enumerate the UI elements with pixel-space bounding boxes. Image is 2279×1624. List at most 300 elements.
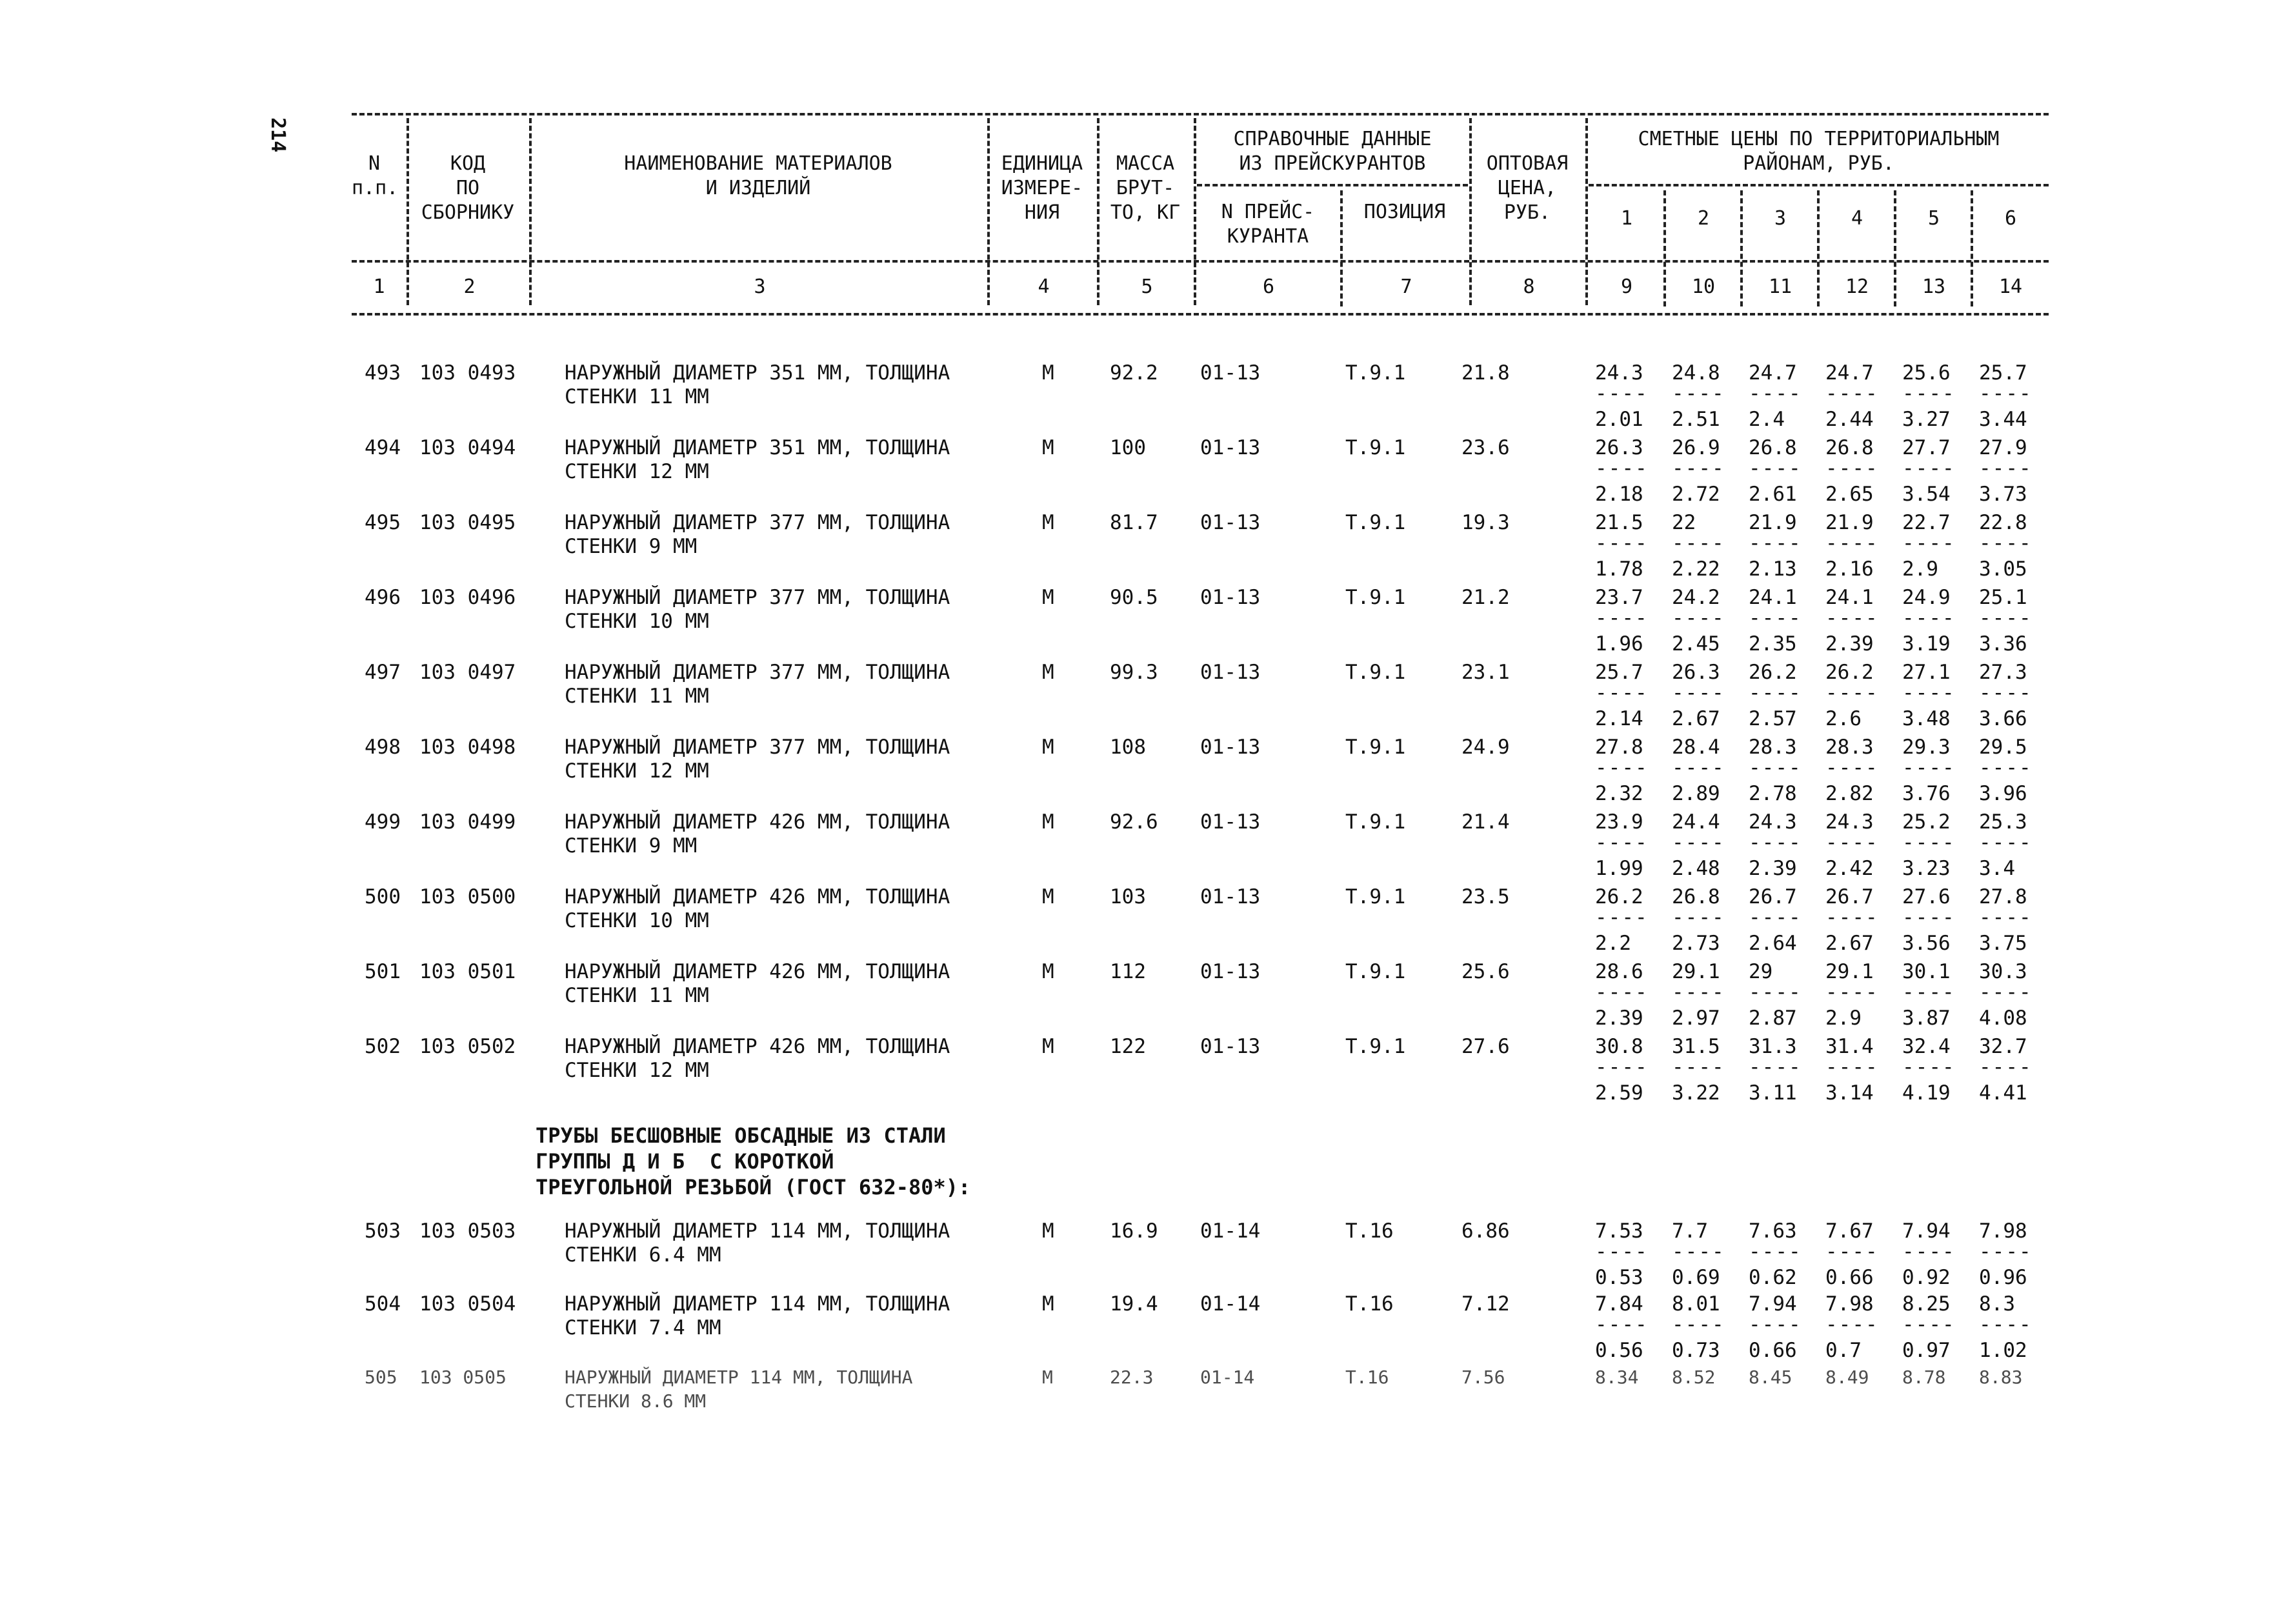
region-price: 28.3: [1749, 736, 1797, 759]
region-price-labor: 2.39: [1825, 632, 1874, 656]
region-price-labor: 2.73: [1672, 932, 1720, 955]
row-wholesale-price: 21.2: [1461, 586, 1510, 609]
row-wholesale-price: 25.6: [1461, 960, 1510, 983]
table-row: [352, 736, 2049, 810]
table-row: [352, 1365, 2049, 1440]
row-position: Т.9.1: [1345, 736, 1406, 759]
region-price: 7.67: [1825, 1219, 1874, 1243]
row-position: Т.9.1: [1345, 1035, 1406, 1058]
fraction-line: ----: [1825, 1056, 1879, 1079]
row-name-continued: СТЕНКИ 11 ММ: [565, 984, 709, 1007]
fraction-line: ----: [1672, 1313, 1725, 1336]
row-number: 495: [365, 511, 401, 534]
fraction-line: ----: [1595, 906, 1649, 929]
fraction-line: ----: [1825, 1240, 1879, 1263]
row-name-continued: СТЕНКИ 9 ММ: [565, 834, 698, 857]
row-number: 501: [365, 960, 401, 983]
region-price: 7.63: [1749, 1219, 1797, 1243]
fraction-line: ----: [1902, 606, 1956, 630]
fraction-line: ----: [1979, 831, 2033, 854]
header-ref-pricelist: N ПРЕЙС- КУРАНТА: [1221, 201, 1315, 248]
region-price-labor: 0.7: [1825, 1339, 1862, 1362]
column-number: 9: [1620, 276, 1633, 298]
region-price-labor: 3.22: [1672, 1081, 1720, 1105]
fraction-line: ----: [1825, 681, 1879, 705]
fraction-line: ----: [1672, 532, 1725, 555]
fraction-line: ----: [1672, 756, 1725, 779]
row-unit: М: [1042, 1292, 1054, 1316]
column-number: 4: [1038, 276, 1050, 298]
region-price: 24.9: [1902, 586, 1951, 609]
region-price: 7.94: [1902, 1219, 1951, 1243]
region-price-labor: 2.4: [1749, 408, 1785, 431]
region-price: 24.3: [1749, 810, 1797, 834]
row-name: НАРУЖНЫЙ ДИАМЕТР 377 ММ, ТОЛЩИНА: [565, 511, 950, 534]
section-title: ТРУБЫ БЕСШОВНЫЕ ОБСАДНЫЕ ИЗ СТАЛИ ГРУППЫ Д И Б С КОРОТКОЙ ТРЕУГОЛЬНОЙ РЕЗЬБОЙ (ГОСТ 632-80*):: [536, 1123, 971, 1199]
fraction-line: ----: [1979, 457, 2033, 480]
region-price: 26.9: [1672, 436, 1720, 459]
column-number: 11: [1768, 276, 1792, 298]
row-unit: М: [1042, 361, 1054, 385]
region-price: 27.9: [1979, 436, 2027, 459]
region-price: 25.3: [1979, 810, 2027, 834]
region-price: 24.3: [1595, 361, 1643, 385]
header-divider: [1469, 118, 1472, 305]
header-unit: ЕДИНИЦА ИЗМЕРЕ- НИЯ: [1001, 152, 1083, 224]
header-code: КОД ПО СБОРНИКУ: [421, 152, 515, 224]
region-price-labor: 2.9: [1902, 557, 1938, 581]
region-price: 26.7: [1749, 885, 1797, 908]
fraction-line: ----: [1749, 756, 1802, 779]
header-ref-position: ПОЗИЦИЯ: [1363, 201, 1446, 223]
region-price-labor: 3.56: [1902, 932, 1951, 955]
row-code: 103 0495: [419, 511, 516, 534]
region-price: 26.8: [1749, 436, 1797, 459]
row-code: 103 0505: [419, 1367, 507, 1388]
row-name-continued: СТЕНКИ 7.4 ММ: [565, 1316, 721, 1339]
fraction-line: ----: [1672, 606, 1725, 630]
row-wholesale-price: 7.56: [1461, 1367, 1505, 1388]
region-price: 25.7: [1979, 361, 2027, 385]
row-position: Т.9.1: [1345, 885, 1406, 908]
row-mass: 112: [1110, 960, 1146, 983]
region-price: 31.4: [1825, 1035, 1874, 1058]
fraction-line: ----: [1979, 1056, 2033, 1079]
row-unit: М: [1042, 1035, 1054, 1058]
row-unit: М: [1042, 960, 1054, 983]
region-price: 7.98: [1979, 1219, 2027, 1243]
row-pricelist: 01-13: [1200, 586, 1261, 609]
fraction-line: ----: [1672, 831, 1725, 854]
region-price: 27.8: [1595, 736, 1643, 759]
region-price: 26.2: [1825, 661, 1874, 684]
header-subdivider: [1589, 184, 2049, 186]
fraction-line: ----: [1825, 1313, 1879, 1336]
row-code: 103 0504: [419, 1292, 516, 1316]
region-price-labor: 3.96: [1979, 782, 2027, 805]
region-price: 30.1: [1902, 960, 1951, 983]
fraction-line: ----: [1979, 1240, 2033, 1263]
row-name-continued: СТЕНКИ 11 ММ: [565, 385, 709, 408]
table-row: [352, 586, 2049, 661]
region-price: 32.4: [1902, 1035, 1951, 1058]
region-price-labor: 2.89: [1672, 782, 1720, 805]
region-number: 6: [2004, 207, 2017, 230]
region-price-labor: 2.39: [1749, 857, 1797, 880]
region-price: 8.78: [1902, 1367, 1946, 1388]
column-number: 3: [754, 276, 766, 298]
region-price-labor: 2.57: [1749, 707, 1797, 730]
row-position: Т.9.1: [1345, 586, 1406, 609]
fraction-line: ----: [1749, 1240, 1802, 1263]
fraction-line: ----: [1749, 1056, 1802, 1079]
region-price-labor: 0.96: [1979, 1266, 2027, 1289]
fraction-line: ----: [1672, 382, 1725, 405]
region-price-labor: 2.14: [1595, 707, 1643, 730]
fraction-line: ----: [1595, 1313, 1649, 1336]
fraction-line: ----: [1749, 532, 1802, 555]
fraction-line: ----: [1902, 1056, 1956, 1079]
region-price-labor: 2.82: [1825, 782, 1874, 805]
row-mass: 92.2: [1110, 361, 1158, 385]
region-price: 27.7: [1902, 436, 1951, 459]
table-row: [352, 1035, 2049, 1110]
region-price: 7.84: [1595, 1292, 1643, 1316]
region-number: 2: [1697, 207, 1710, 230]
row-wholesale-price: 6.86: [1461, 1219, 1510, 1243]
region-price-labor: 3.48: [1902, 707, 1951, 730]
region-price: 8.3: [1979, 1292, 2015, 1316]
fraction-line: ----: [1595, 606, 1649, 630]
row-wholesale-price: 21.4: [1461, 810, 1510, 834]
row-code: 103 0496: [419, 586, 516, 609]
row-code: 103 0493: [419, 361, 516, 385]
region-price: 29: [1749, 960, 1773, 983]
fraction-line: ----: [1902, 831, 1956, 854]
region-price-labor: 2.67: [1672, 707, 1720, 730]
fraction-line: ----: [1595, 532, 1649, 555]
row-code: 103 0499: [419, 810, 516, 834]
row-name: НАРУЖНЫЙ ДИАМЕТР 377 ММ, ТОЛЩИНА: [565, 586, 950, 609]
row-mass: 103: [1110, 885, 1146, 908]
region-price-labor: 3.14: [1825, 1081, 1874, 1105]
region-price-labor: 2.42: [1825, 857, 1874, 880]
row-mass: 81.7: [1110, 511, 1158, 534]
row-wholesale-price: 23.5: [1461, 885, 1510, 908]
fraction-line: ----: [1749, 681, 1802, 705]
row-wholesale-price: 27.6: [1461, 1035, 1510, 1058]
row-name: НАРУЖНЫЙ ДИАМЕТР 114 ММ, ТОЛЩИНА: [565, 1367, 913, 1388]
region-price-labor: 0.92: [1902, 1266, 1951, 1289]
row-wholesale-price: 23.1: [1461, 661, 1510, 684]
header-bottom-rule: [352, 313, 2049, 316]
region-price: 24.2: [1672, 586, 1720, 609]
column-number: 8: [1523, 276, 1535, 298]
table-row: [352, 661, 2049, 736]
region-price: 26.7: [1825, 885, 1874, 908]
region-price-labor: 2.32: [1595, 782, 1643, 805]
region-price-labor: 1.02: [1979, 1339, 2027, 1362]
region-price: 27.6: [1902, 885, 1951, 908]
row-position: Т.16: [1345, 1219, 1394, 1243]
region-price: 21.9: [1749, 511, 1797, 534]
table-row: [352, 810, 2049, 885]
region-price: 24.1: [1825, 586, 1874, 609]
fraction-line: ----: [1749, 457, 1802, 480]
fraction-line: ----: [1825, 532, 1879, 555]
fraction-line: ----: [1902, 532, 1956, 555]
row-wholesale-price: 21.8: [1461, 361, 1510, 385]
region-price: 31.5: [1672, 1035, 1720, 1058]
row-position: Т.9.1: [1345, 661, 1406, 684]
header-divider: [1340, 190, 1343, 306]
row-code: 103 0498: [419, 736, 516, 759]
row-pricelist: 01-14: [1200, 1219, 1261, 1243]
fraction-line: ----: [1595, 681, 1649, 705]
region-price: 7.94: [1749, 1292, 1797, 1316]
fraction-line: ----: [1902, 681, 1956, 705]
header-subdivider: [1197, 184, 1468, 186]
region-price-labor: 4.19: [1902, 1081, 1951, 1105]
region-price-labor: 3.11: [1749, 1081, 1797, 1105]
region-price-labor: 2.13: [1749, 557, 1797, 581]
row-mass: 19.4: [1110, 1292, 1158, 1316]
row-mass: 99.3: [1110, 661, 1158, 684]
region-price: 24.7: [1825, 361, 1874, 385]
region-price-labor: 1.96: [1595, 632, 1643, 656]
row-unit: М: [1042, 661, 1054, 684]
region-price: 32.7: [1979, 1035, 2027, 1058]
column-number: 2: [463, 276, 476, 298]
column-number: 14: [1998, 276, 2023, 298]
region-price-labor: 3.87: [1902, 1007, 1951, 1030]
region-price-labor: 2.16: [1825, 557, 1874, 581]
region-price: 26.3: [1672, 661, 1720, 684]
row-mass: 92.6: [1110, 810, 1158, 834]
region-price: 21.9: [1825, 511, 1874, 534]
fraction-line: ----: [1979, 532, 2033, 555]
table-row: [352, 885, 2049, 960]
region-price: 28.6: [1595, 960, 1643, 983]
row-mass: 122: [1110, 1035, 1146, 1058]
region-price-labor: 2.65: [1825, 483, 1874, 506]
fraction-line: ----: [1825, 981, 1879, 1004]
region-price-labor: 0.69: [1672, 1266, 1720, 1289]
fraction-line: ----: [1825, 457, 1879, 480]
fraction-line: ----: [1749, 831, 1802, 854]
row-mass: 100: [1110, 436, 1146, 459]
region-price-labor: 2.67: [1825, 932, 1874, 955]
header-n: N п.п.: [352, 152, 399, 199]
row-wholesale-price: 23.6: [1461, 436, 1510, 459]
row-unit: М: [1042, 586, 1054, 609]
region-price-labor: 2.87: [1749, 1007, 1797, 1030]
region-price-labor: 3.44: [1979, 408, 2027, 431]
row-number: 504: [365, 1292, 401, 1316]
region-price-labor: 0.62: [1749, 1266, 1797, 1289]
region-price: 25.7: [1595, 661, 1643, 684]
region-price-labor: 3.54: [1902, 483, 1951, 506]
table-row: [352, 1292, 2049, 1367]
fraction-line: ----: [1902, 457, 1956, 480]
region-price-labor: 0.53: [1595, 1266, 1643, 1289]
region-price-labor: 3.19: [1902, 632, 1951, 656]
row-unit: М: [1042, 885, 1054, 908]
region-price-labor: 2.9: [1825, 1007, 1862, 1030]
row-pricelist: 01-13: [1200, 736, 1261, 759]
region-price: 27.8: [1979, 885, 2027, 908]
region-price-labor: 2.48: [1672, 857, 1720, 880]
region-price-labor: 0.66: [1825, 1266, 1874, 1289]
table-row: [352, 1219, 2049, 1294]
row-mass: 90.5: [1110, 586, 1158, 609]
region-price-labor: 3.36: [1979, 632, 2027, 656]
fraction-line: ----: [1979, 756, 2033, 779]
table-row: [352, 511, 2049, 586]
region-price: 24.4: [1672, 810, 1720, 834]
region-price-labor: 2.51: [1672, 408, 1720, 431]
region-number: 5: [1927, 207, 1940, 230]
column-number: 7: [1400, 276, 1412, 298]
fraction-line: ----: [1825, 906, 1879, 929]
row-name: НАРУЖНЫЙ ДИАМЕТР 426 ММ, ТОЛЩИНА: [565, 885, 950, 908]
region-price: 8.49: [1825, 1367, 1869, 1388]
region-price-labor: 0.97: [1902, 1339, 1951, 1362]
row-number: 503: [365, 1219, 401, 1243]
row-wholesale-price: 7.12: [1461, 1292, 1510, 1316]
row-pricelist: 01-14: [1200, 1292, 1261, 1316]
fraction-line: ----: [1595, 831, 1649, 854]
region-price: 30.8: [1595, 1035, 1643, 1058]
fraction-line: ----: [1749, 981, 1802, 1004]
region-price-labor: 2.64: [1749, 932, 1797, 955]
row-number: 500: [365, 885, 401, 908]
region-price: 26.3: [1595, 436, 1643, 459]
fraction-line: ----: [1595, 1056, 1649, 1079]
fraction-line: ----: [1825, 606, 1879, 630]
row-unit: М: [1042, 511, 1054, 534]
region-number: 4: [1851, 207, 1863, 230]
row-pricelist: 01-13: [1200, 960, 1261, 983]
fraction-line: ----: [1749, 606, 1802, 630]
row-position: Т.16: [1345, 1367, 1389, 1388]
row-pricelist: 01-13: [1200, 436, 1261, 459]
fraction-line: ----: [1902, 1240, 1956, 1263]
header-divider: [529, 118, 532, 305]
region-price: 8.52: [1672, 1367, 1716, 1388]
region-price: 26.2: [1595, 885, 1643, 908]
fraction-line: ----: [1749, 382, 1802, 405]
region-price: 22: [1672, 511, 1696, 534]
column-number: 6: [1262, 276, 1275, 298]
row-unit: М: [1042, 436, 1054, 459]
row-pricelist: 01-13: [1200, 1035, 1261, 1058]
region-price-labor: 2.35: [1749, 632, 1797, 656]
fraction-line: ----: [1595, 457, 1649, 480]
row-pricelist: 01-13: [1200, 661, 1261, 684]
column-number: 13: [1922, 276, 1946, 298]
region-price-labor: 0.73: [1672, 1339, 1720, 1362]
row-position: Т.9.1: [1345, 436, 1406, 459]
row-unit: М: [1042, 1219, 1054, 1243]
region-price-labor: 2.78: [1749, 782, 1797, 805]
fraction-line: ----: [1825, 382, 1879, 405]
region-price: 7.7: [1672, 1219, 1708, 1243]
fraction-line: ----: [1902, 906, 1956, 929]
fraction-line: ----: [1979, 606, 2033, 630]
header-divider: [1194, 118, 1196, 305]
fraction-line: ----: [1979, 981, 2033, 1004]
fraction-line: ----: [1825, 831, 1879, 854]
row-name-continued: СТЕНКИ 12 ММ: [565, 1059, 709, 1082]
region-price: 29.1: [1825, 960, 1874, 983]
header-divider: [1097, 118, 1099, 305]
region-price: 24.1: [1749, 586, 1797, 609]
header-mass: МАССА БРУТ- ТО, КГ: [1110, 152, 1181, 224]
region-price: 8.01: [1672, 1292, 1720, 1316]
header-ref: СПРАВОЧНЫЕ ДАННЫЕ ИЗ ПРЕЙСКУРАНТОВ: [1233, 128, 1432, 175]
row-position: Т.16: [1345, 1292, 1394, 1316]
row-mass: 22.3: [1110, 1367, 1154, 1388]
header-wholesale: ОПТОВАЯ ЦЕНА, РУБ.: [1486, 152, 1569, 224]
region-price: 26.2: [1749, 661, 1797, 684]
region-price: 25.2: [1902, 810, 1951, 834]
row-number: 499: [365, 810, 401, 834]
fraction-line: ----: [1672, 1240, 1725, 1263]
region-price: 27.3: [1979, 661, 2027, 684]
row-name: НАРУЖНЫЙ ДИАМЕТР 426 ММ, ТОЛЩИНА: [565, 960, 950, 983]
row-number: 502: [365, 1035, 401, 1058]
region-price-labor: 3.27: [1902, 408, 1951, 431]
row-unit: М: [1042, 810, 1054, 834]
region-price-labor: 2.59: [1595, 1081, 1643, 1105]
header-divider: [1585, 118, 1588, 305]
region-price: 30.3: [1979, 960, 2027, 983]
row-position: Т.9.1: [1345, 511, 1406, 534]
region-price-labor: 2.22: [1672, 557, 1720, 581]
region-price: 31.3: [1749, 1035, 1797, 1058]
row-wholesale-price: 19.3: [1461, 511, 1510, 534]
row-name: НАРУЖНЫЙ ДИАМЕТР 377 ММ, ТОЛЩИНА: [565, 736, 950, 759]
page-number: 214: [266, 117, 289, 153]
row-mass: 108: [1110, 736, 1146, 759]
header-name: НАИМЕНОВАНИЕ МАТЕРИАЛОВ И ИЗДЕЛИЙ: [624, 152, 892, 199]
row-name: НАРУЖНЫЙ ДИАМЕТР 351 ММ, ТОЛЩИНА: [565, 436, 950, 459]
region-price: 24.3: [1825, 810, 1874, 834]
region-price-labor: 0.66: [1749, 1339, 1797, 1362]
region-price: 26.8: [1825, 436, 1874, 459]
region-price-labor: 3.05: [1979, 557, 2027, 581]
region-price: 29.1: [1672, 960, 1720, 983]
fraction-line: ----: [1672, 981, 1725, 1004]
row-name: НАРУЖНЫЙ ДИАМЕТР 114 ММ, ТОЛЩИНА: [565, 1292, 950, 1316]
region-price: 22.7: [1902, 511, 1951, 534]
region-number: 1: [1620, 207, 1633, 230]
region-price-labor: 2.45: [1672, 632, 1720, 656]
row-number: 494: [365, 436, 401, 459]
region-price: 28.4: [1672, 736, 1720, 759]
region-price-labor: 0.56: [1595, 1339, 1643, 1362]
region-price-labor: 2.44: [1825, 408, 1874, 431]
row-pricelist: 01-13: [1200, 810, 1261, 834]
region-price: 27.1: [1902, 661, 1951, 684]
region-price: 23.7: [1595, 586, 1643, 609]
row-name-continued: СТЕНКИ 10 ММ: [565, 610, 709, 633]
row-number: 496: [365, 586, 401, 609]
region-price-labor: 3.4: [1979, 857, 2015, 880]
region-price: 8.34: [1595, 1367, 1639, 1388]
region-price-labor: 1.99: [1595, 857, 1643, 880]
